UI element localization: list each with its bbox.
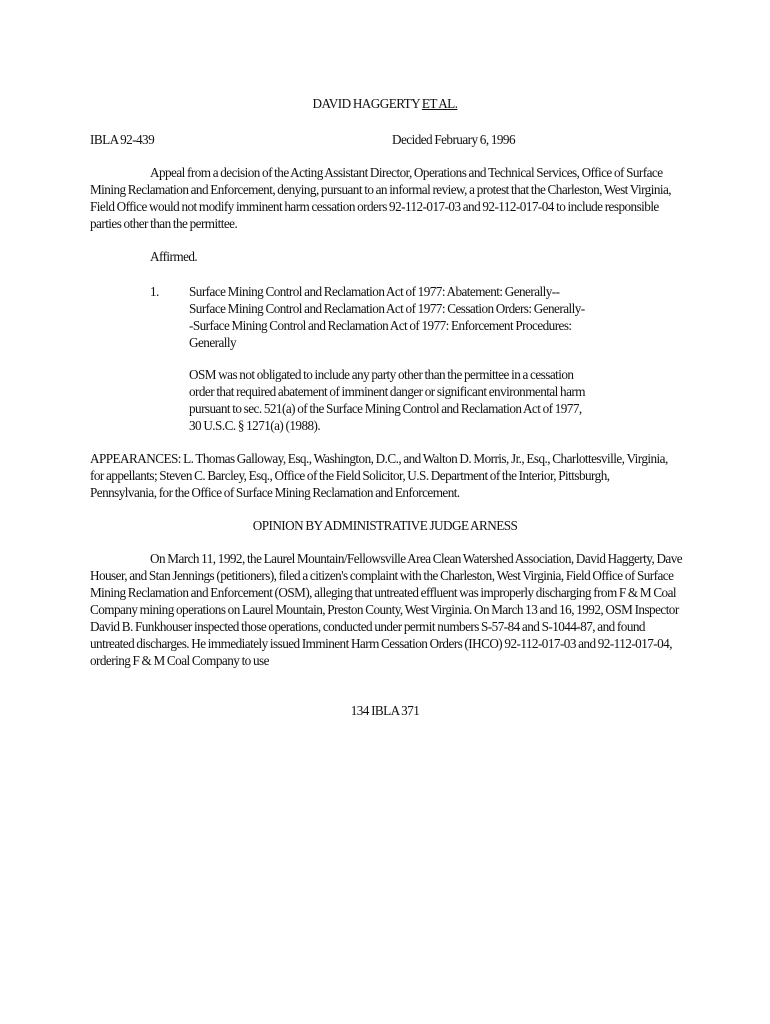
headnote-topic-line: Surface Mining Control and Reclamation Act of 1977: Abatement: Generally-- [189, 284, 560, 299]
summary-line: Field Office would not modify imminent harm cessation orders 92-112-017-03 and 92-112-017-04 to include responsible [90, 199, 659, 214]
case-title-et-al: ET AL. [421, 96, 458, 111]
summary-line: Appeal from a decision of the Acting Assistant Director, Operations and Technical Services, Office of Surface [150, 165, 663, 180]
case-title-name: DAVID HAGGERTY [312, 96, 422, 111]
disposition: Affirmed. [150, 249, 198, 264]
opinion-line: Mining Reclamation and Enforcement (OSM), alleging that untreated effluent was improperly discharging from F & M Coal [90, 585, 677, 600]
appearances-line: for appellants; Steven C. Barcley, Esq., Office of the Field Solicitor, U.S. Department of the Interior, Pittsburgh, [90, 468, 610, 483]
opinion-heading: OPINION BY ADMINISTRATIVE JUDGE ARNESS [252, 518, 518, 533]
case-title [0, 96, 770, 112]
opinion-line: Houser, and Stan Jennings (petitioners), filed a citizen's complaint with the Charleston, West Virginia, Field Office of Surface [90, 568, 674, 583]
summary-line: parties other than the permittee. [90, 216, 238, 231]
page-number: 134 IBLA 371 [350, 703, 420, 718]
summary-line: Mining Reclamation and Enforcement, denying, pursuant to an informal review, a protest that the Charleston, West Virginia, [90, 182, 672, 197]
opinion-line: On March 11, 1992, the Laurel Mountain/Fellowsville Area Clean Watershed Association, David Haggerty, Dave [150, 551, 683, 566]
appearances-line: APPEARANCES: L. Thomas Galloway, Esq., Washington, D.C., and Walton D. Morris, Jr., Esq., Charlottesville, Virginia, [90, 451, 668, 466]
headnote-holding-line: pursuant to sec. 521(a) of the Surface Mining Control and Reclamation Act of 1977, [189, 401, 582, 416]
opinion-line: untreated discharges. He immediately issued Imminent Harm Cessation Orders (IHCO) 92-112-017-03 and 92-112-017-04, [90, 636, 672, 651]
opinion-line: Company mining operations on Laurel Mountain, Preston County, West Virginia. On March 13 and 16, 1992, OSM Inspector [90, 602, 679, 617]
docket-number: IBLA 92-439 [90, 132, 155, 147]
headnote-topic-line: Surface Mining Control and Reclamation Act of 1977: Cessation Orders: Generally- [189, 301, 585, 316]
headnote-holding-line: 30 U.S.C. § 1271(a) (1988). [189, 418, 321, 433]
opinion-line: David B. Funkhouser inspected those operations, conducted under permit numbers S-57-84 and S-1044-87, and found [90, 619, 645, 634]
headnote-topic-line: Generally [189, 335, 237, 350]
decision-date: Decided February 6, 1996 [392, 132, 515, 147]
headnote-number: 1. [150, 284, 159, 299]
opinion-line: ordering F & M Coal Company to use [90, 653, 269, 668]
headnote-holding-line: OSM was not obligated to include any party other than the permittee in a cessation [189, 367, 574, 382]
headnote-holding-line: order that required abatement of imminent danger or significant environmental harm [189, 384, 585, 399]
headnote-topic-line: -Surface Mining Control and Reclamation Act of 1977: Enforcement Procedures: [189, 318, 572, 333]
appearances-line: Pennsylvania, for the Office of Surface Mining Reclamation and Enforcement. [90, 485, 460, 500]
